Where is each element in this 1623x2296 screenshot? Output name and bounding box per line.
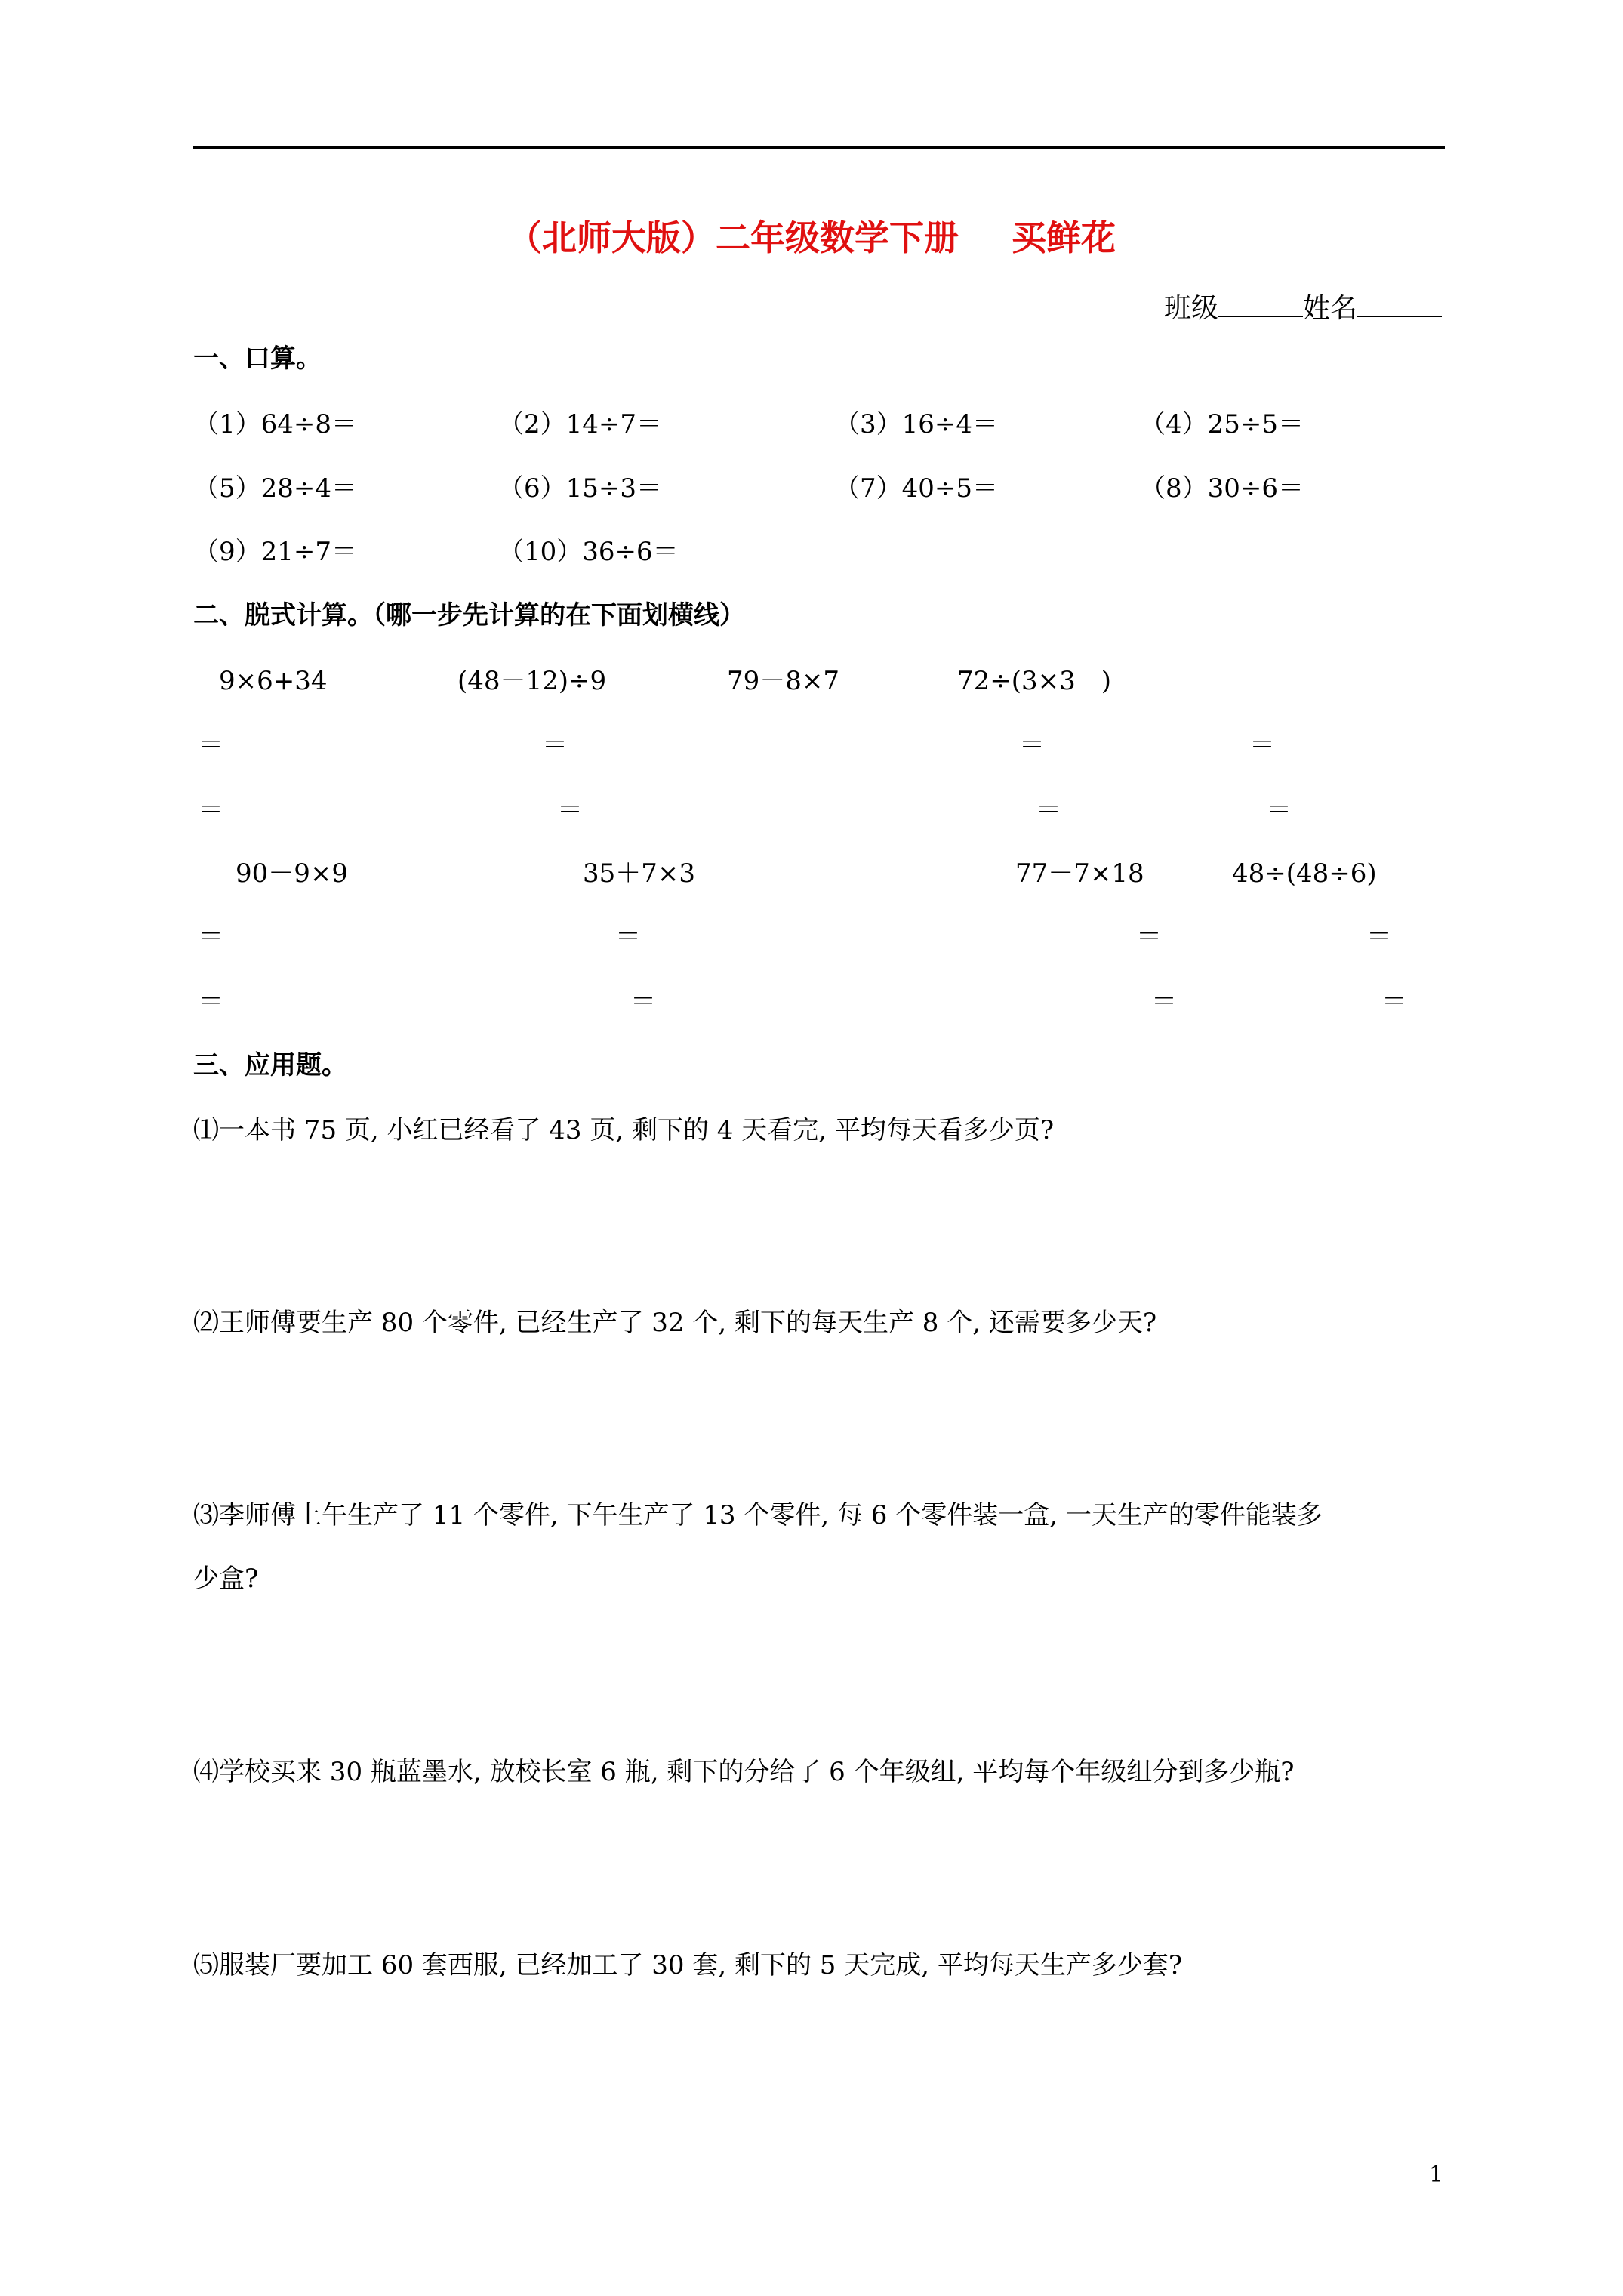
oral-item: （2）14÷7＝ [498, 409, 663, 439]
header-rule [193, 146, 1445, 149]
word-problem-5: ⑸服装厂要加工 60 套西服, 已经加工了 30 套, 剩下的 5 天完成, 平均每天生产多少套? [193, 1950, 1183, 1980]
oral-item: （3）16÷4＝ [834, 409, 999, 439]
oral-item: （4）25÷5＝ [1140, 409, 1304, 439]
expression: 79－8×7 [727, 666, 840, 696]
equals-sign: ＝ [1381, 987, 1407, 1017]
equals-sign: ＝ [1151, 987, 1177, 1017]
class-blank[interactable] [1218, 293, 1303, 317]
oral-item: （8）30÷6＝ [1140, 473, 1304, 504]
page-number: 1 [1429, 2162, 1444, 2188]
word-problem-1: ⑴一本书 75 页, 小红已经看了 43 页, 剩下的 4 天看完, 平均每天看多少页? [193, 1115, 1055, 1145]
expression: 77－7×18 [1015, 858, 1144, 889]
equals-sign: ＝ [1366, 922, 1392, 952]
equals-sign: ＝ [630, 987, 656, 1017]
equals-sign: ＝ [542, 730, 568, 760]
name-label: 姓名 [1302, 293, 1357, 324]
equals-sign: ＝ [615, 922, 641, 952]
equals-sign: ＝ [1249, 730, 1275, 760]
equals-sign: ＝ [198, 795, 223, 825]
expression: 48÷(48÷6) [1232, 858, 1377, 889]
equals-sign: ＝ [1136, 922, 1162, 952]
oral-item: （6）15÷3＝ [498, 473, 663, 504]
expression: 72÷(3×3 ) [957, 666, 1112, 696]
equals-sign: ＝ [198, 730, 223, 760]
class-label: 班级 [1163, 293, 1218, 324]
page-title [0, 217, 1623, 258]
expression: (48－12)÷9 [457, 666, 607, 696]
name-blank[interactable] [1357, 293, 1442, 317]
title-main: （北师大版）二年级数学下册 [507, 217, 959, 258]
word-problem-2: ⑵王师傅要生产 80 个零件, 已经生产了 32 个, 剩下的每天生产 8 个, 还需要多少天? [193, 1308, 1157, 1338]
word-problem-3: ⑶李师傅上午生产了 11 个零件, 下午生产了 13 个零件, 每 6 个零件装一盒, 一天生产的零件能装多 [193, 1500, 1323, 1530]
word-problem-4: ⑷学校买来 30 瓶蓝墨水, 放校长室 6 瓶, 剩下的分给了 6 个年级组, 平均每个年级组分到多少瓶? [193, 1757, 1295, 1787]
equals-sign: ＝ [1036, 795, 1061, 825]
section2-heading: 二、脱式计算。（哪一步先计算的在下面划横线） [193, 600, 745, 630]
expression: 9×6+34 [219, 666, 328, 696]
equals-sign: ＝ [198, 987, 223, 1017]
oral-item: （9）21÷7＝ [193, 537, 358, 567]
equals-sign: ＝ [1019, 730, 1045, 760]
equals-sign: ＝ [1266, 795, 1292, 825]
title-topic: 买鲜花 [1012, 217, 1116, 258]
student-info [1164, 293, 1442, 322]
expression: 90－9×9 [236, 858, 349, 889]
oral-item: （7）40÷5＝ [834, 473, 999, 504]
equals-sign: ＝ [557, 795, 583, 825]
equals-sign: ＝ [198, 922, 223, 952]
oral-item: （10）36÷6＝ [498, 537, 679, 567]
oral-item: （1）64÷8＝ [193, 409, 358, 439]
oral-item: （5）28÷4＝ [193, 473, 358, 504]
section1-heading: 一、口算。 [193, 344, 322, 374]
word-problem-3-cont: 少盒? [193, 1564, 259, 1594]
expression: 35＋7×3 [583, 858, 696, 889]
section3-heading: 三、应用题。 [193, 1050, 347, 1080]
